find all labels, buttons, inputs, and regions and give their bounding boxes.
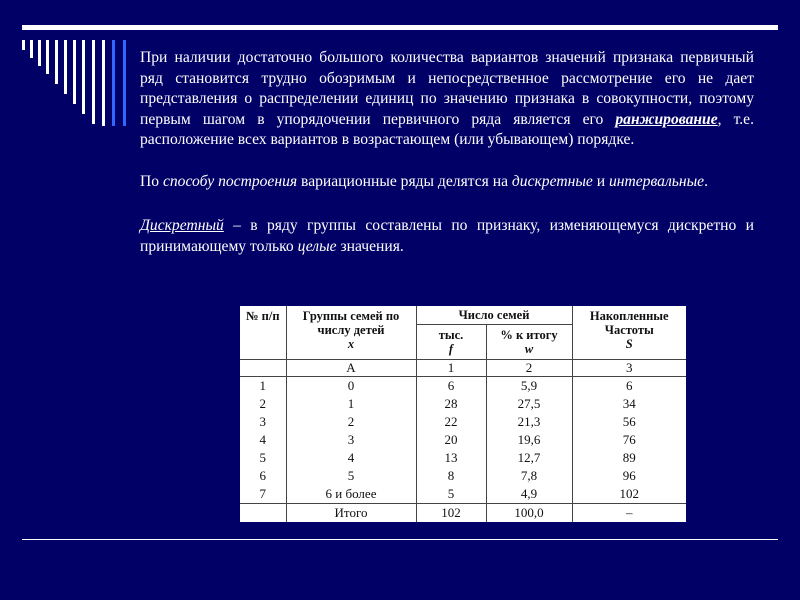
cell: 7,8 bbox=[486, 467, 572, 485]
index-cell bbox=[240, 360, 286, 377]
header-thousand-var: f bbox=[448, 342, 454, 356]
header-thousand bbox=[416, 325, 486, 360]
table-row bbox=[240, 431, 686, 449]
p2-text: . bbox=[704, 172, 708, 190]
total-cell: 102 bbox=[416, 504, 486, 523]
deco-bar bbox=[55, 40, 58, 84]
deco-bar bbox=[38, 40, 41, 66]
deco-bar bbox=[46, 40, 49, 74]
p2-text: и bbox=[592, 172, 609, 190]
deco-bar bbox=[112, 40, 115, 126]
cell: 6 bbox=[416, 377, 486, 396]
deco-bar bbox=[73, 40, 76, 104]
cell: 5,9 bbox=[486, 377, 572, 396]
deco-bar bbox=[22, 40, 25, 50]
table-row bbox=[240, 485, 686, 504]
p2-text: вариационные ряды делятся на bbox=[297, 172, 512, 190]
header-groups bbox=[286, 306, 416, 360]
deco-bar bbox=[82, 40, 85, 114]
cell: 6 и более bbox=[286, 485, 416, 504]
cell: 13 bbox=[416, 449, 486, 467]
cell: 2 bbox=[259, 396, 266, 411]
total-row bbox=[240, 504, 686, 523]
header-cumulative bbox=[572, 306, 686, 360]
paragraph-construction bbox=[140, 172, 754, 193]
deco-bar bbox=[64, 40, 67, 94]
deco-bar bbox=[123, 40, 126, 126]
paragraph-ranking bbox=[140, 48, 754, 151]
cell: 5 bbox=[286, 467, 416, 485]
cell: 5 bbox=[259, 450, 266, 465]
cell: 22 bbox=[416, 413, 486, 431]
paragraph-discrete bbox=[140, 216, 754, 257]
cell: 6 bbox=[572, 377, 686, 396]
deco-bar bbox=[30, 40, 33, 58]
cell: 2 bbox=[286, 413, 416, 431]
index-row bbox=[240, 360, 686, 377]
index-cell: 1 bbox=[416, 360, 486, 377]
cell: 3 bbox=[259, 414, 266, 429]
header-groups-var: x bbox=[347, 337, 355, 351]
p3-text: – в ряду группы составлены по признаку, изменяющемуся дискретно и принимающему только bbox=[140, 217, 754, 255]
index-cell: 2 bbox=[486, 360, 572, 377]
header-num bbox=[240, 306, 286, 360]
cell: 3 bbox=[286, 431, 416, 449]
cell: 76 bbox=[572, 431, 686, 449]
header-families bbox=[416, 306, 572, 325]
cell: 21,3 bbox=[486, 413, 572, 431]
cell: 7 bbox=[259, 486, 266, 501]
p2-italic: способу построения bbox=[162, 172, 298, 190]
table-row bbox=[240, 467, 686, 485]
p2-text: По bbox=[140, 172, 163, 190]
cell: 1 bbox=[286, 395, 416, 413]
deco-bar bbox=[102, 40, 105, 126]
header-num-label: № п/п bbox=[245, 309, 280, 323]
cell: 5 bbox=[416, 485, 486, 504]
decorative-bars bbox=[0, 0, 140, 140]
header-percent bbox=[486, 325, 572, 360]
cell: 102 bbox=[572, 485, 686, 504]
cell: 56 bbox=[572, 413, 686, 431]
header-families-label: Число семей bbox=[458, 308, 530, 322]
bottom-rule bbox=[22, 539, 778, 540]
cell: 6 bbox=[259, 468, 266, 483]
total-cell: – bbox=[572, 504, 686, 523]
p2-italic: интервальные bbox=[608, 172, 705, 190]
header-cumulative-label: Накопленные Частоты bbox=[589, 309, 669, 337]
p1-text-after: , т.е. расположение всех вариантов в возрастающем (или убывающем) порядке. bbox=[140, 110, 754, 148]
cell: 27,5 bbox=[486, 395, 572, 413]
cell: 34 bbox=[572, 395, 686, 413]
total-cell bbox=[240, 504, 286, 523]
p2-italic: дискретные bbox=[511, 172, 593, 190]
term-discrete: Дискретный bbox=[140, 217, 224, 234]
cell: 20 bbox=[416, 431, 486, 449]
header-groups-label: Группы семей по числу детей bbox=[302, 309, 400, 337]
table-row bbox=[240, 449, 686, 467]
cell: 28 bbox=[416, 395, 486, 413]
cell: 0 bbox=[286, 377, 416, 396]
cell: 4 bbox=[286, 449, 416, 467]
table bbox=[240, 306, 686, 522]
cell: 8 bbox=[416, 467, 486, 485]
cell: 4 bbox=[259, 432, 266, 447]
cell: 1 bbox=[259, 378, 266, 393]
term-ranking: ранжирование bbox=[615, 110, 718, 128]
cell: 89 bbox=[572, 449, 686, 467]
cell: 12,7 bbox=[486, 449, 572, 467]
header-percent-label: % к итогу bbox=[500, 328, 558, 342]
table-row bbox=[240, 395, 686, 413]
cell: 96 bbox=[572, 467, 686, 485]
total-cell: 100,0 bbox=[486, 504, 572, 523]
index-cell: A bbox=[286, 360, 416, 377]
total-label: Итого bbox=[286, 504, 416, 523]
distribution-table bbox=[240, 306, 686, 522]
header-percent-var: w bbox=[524, 342, 534, 356]
cell: 19,6 bbox=[486, 431, 572, 449]
cell: 4,9 bbox=[486, 485, 572, 504]
index-cell: 3 bbox=[572, 360, 686, 377]
header-thousand-label: тыс. bbox=[438, 328, 464, 342]
header-cumulative-var: S bbox=[625, 337, 633, 351]
table-row bbox=[240, 377, 686, 396]
p3-text: значения. bbox=[336, 237, 404, 255]
p3-italic: целые bbox=[297, 237, 337, 255]
deco-bar bbox=[92, 40, 95, 124]
p1-text-before: При наличии достаточно большого количества вариантов значений признака первичный ряд становится трудно обозримым и непосредственное рассмотрение его не дает представления о распределении единиц по значению признака в совокупности, поэтому первым шагом в упорядочении первичного ряда является его bbox=[140, 49, 754, 128]
table-row bbox=[240, 413, 686, 431]
slide-content bbox=[140, 48, 754, 257]
